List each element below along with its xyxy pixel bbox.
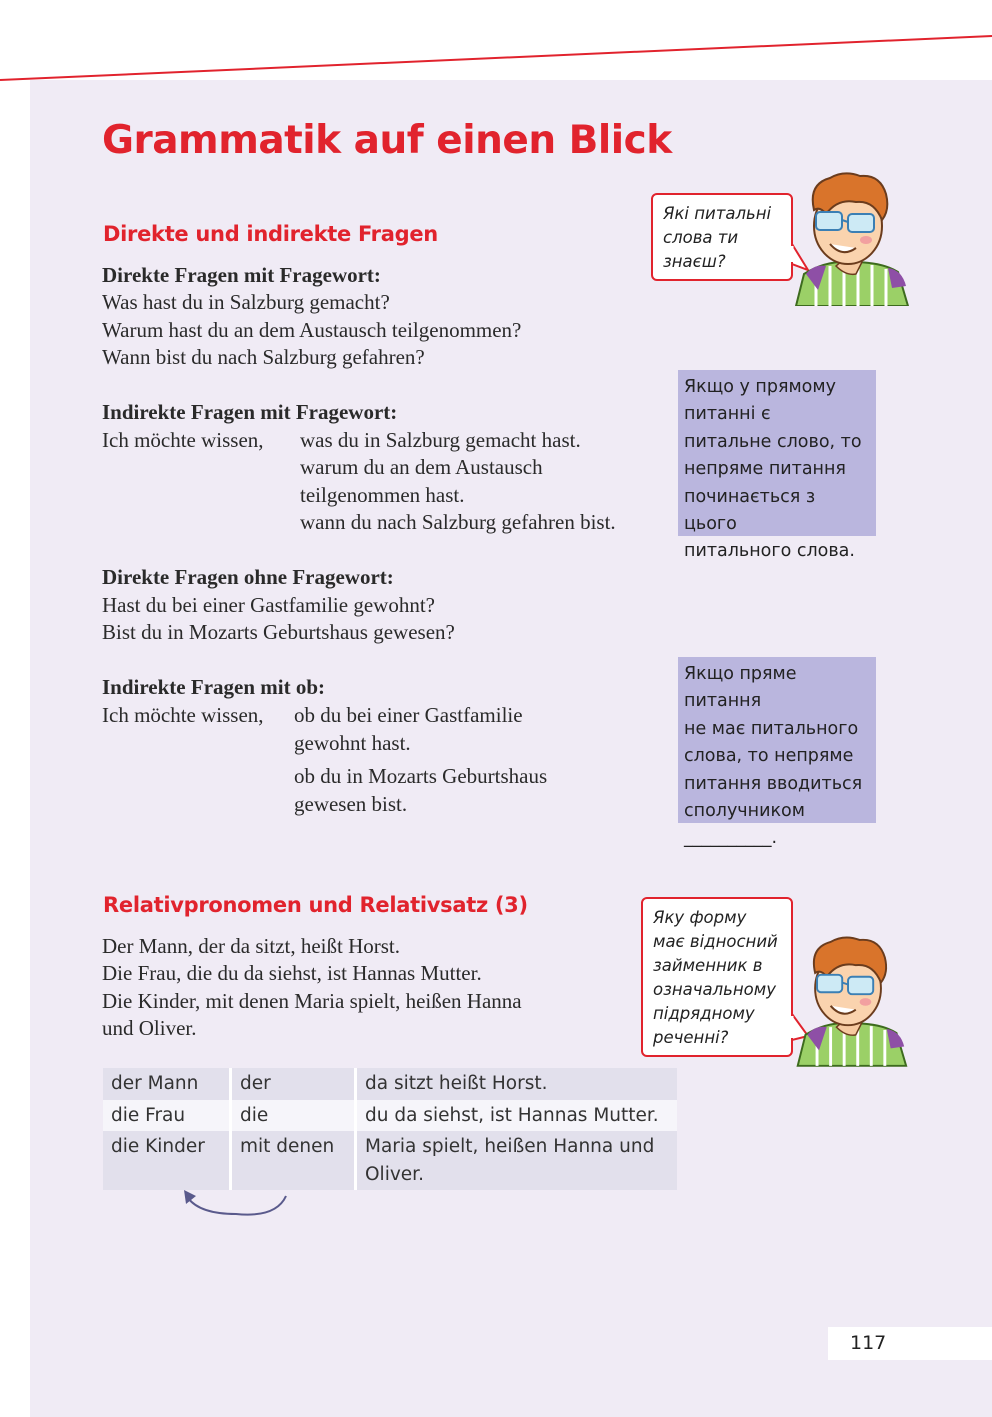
table-row [103,1100,677,1132]
section-heading-questions: Direkte und indirekte Fragen [103,222,438,246]
example-lead: Ich möchte wissen, [102,703,264,727]
bubble-line: означальному [653,980,776,999]
example-line: teilgenommen hast. [300,483,465,507]
page-left-margin [0,0,30,1417]
table-cell-noun: die Frau [103,1100,232,1132]
table-cell-pronoun: die [232,1100,357,1132]
curved-arrow-icon [176,1184,296,1224]
section-heading-relative: Relativpronomen und Relativsatz (3) [103,893,528,917]
note-line: Якщо пряме питання [684,664,797,712]
note-line: __________. [684,828,778,849]
table-cell-pronoun: der [232,1068,357,1100]
bubble-line: реченні? [653,1028,729,1047]
page-number: 117 [828,1327,992,1360]
table-row [103,1131,677,1190]
table-row [103,1068,677,1100]
indirect-questions-label: Indirekte Fragen mit Fragewort: [102,400,398,424]
note-box-questionword [678,370,876,562]
direct-questions-label: Direkte Fragen mit Fragewort: [102,263,381,287]
table-cell-clause: da sitzt heißt Horst. [357,1068,677,1100]
note-box-ob [678,657,876,849]
relative-pronoun-table [103,1068,677,1190]
table-cell-clause: du da siehst, ist Hannas Mutter. [357,1100,677,1132]
note-line: слова, то непряме [684,746,854,767]
note-line: починається з цього [684,486,816,535]
note-line: не має питального [684,718,859,739]
bubble-line: Яку форму [653,908,747,927]
bubble-line: Які питальні [663,204,772,223]
example-line: gewesen bist. [294,792,408,816]
boy-character-icon [786,170,912,306]
example-line: Warum hast du an dem Austausch teilgenommen? [102,318,522,342]
note-line: сполучником [684,801,805,822]
example-line: was du in Salzburg gemacht hast. [300,428,581,452]
example-line: Wann bist du nach Salzburg gefahren? [102,345,425,369]
example-line: Die Kinder, mit denen Maria spielt, heißen Hanna [102,989,522,1013]
note-line: Якщо у прямому [684,377,836,397]
note-line: питанні є [684,404,771,425]
bubble-line: слова ти [663,228,739,247]
speech-bubble-questionwords [651,193,793,281]
example-line: und Oliver. [102,1016,197,1040]
example-line: Die Frau, die du da siehst, ist Hannas Mutter. [102,961,482,985]
example-line: wann du nach Salzburg gefahren bist. [300,510,616,534]
bubble-line: знаєш? [663,252,726,271]
example-line: warum du an dem Austausch [300,455,543,479]
bubble-line: має відносний [653,932,778,951]
note-line: непряме питання [684,459,846,480]
example-line: ob du in Mozarts Geburtshaus [294,764,548,788]
example-line: gewohnt hast. [294,731,411,755]
note-line: питання вводиться [684,773,863,794]
table-cell-noun: der Mann [103,1068,232,1100]
note-line: питальне слово, то [684,431,862,452]
table-cell-pronoun: mit denen [232,1131,357,1190]
page-title: Grammatik auf einen Blick [102,118,672,163]
bubble-line: підрядному [653,1004,755,1023]
header-red-line [0,0,992,90]
example-lead: Ich möchte wissen, [102,428,264,452]
note-line: питального слова. [684,541,855,562]
example-line: Bist du in Mozarts Geburtshaus gewesen? [102,620,455,644]
boy-character-icon [788,932,910,1068]
bubble-line: займенник в [653,956,763,975]
example-line: Was hast du in Salzburg gemacht? [102,290,390,314]
example-line: Hast du bei einer Gastfamilie gewohnt? [102,593,435,617]
direct-no-questionword-label: Direkte Fragen ohne Fragewort: [102,565,394,589]
speech-bubble-relative [641,897,793,1057]
indirect-ob-label: Indirekte Fragen mit ob: [102,675,326,699]
table-cell-clause: Maria spielt, heißen Hanna und Oliver. [357,1131,677,1190]
example-line: Der Mann, der da sitzt, heißt Horst. [102,934,401,958]
table-cell-noun: die Kinder [103,1131,232,1190]
example-line: ob du bei einer Gastfamilie [294,703,523,727]
